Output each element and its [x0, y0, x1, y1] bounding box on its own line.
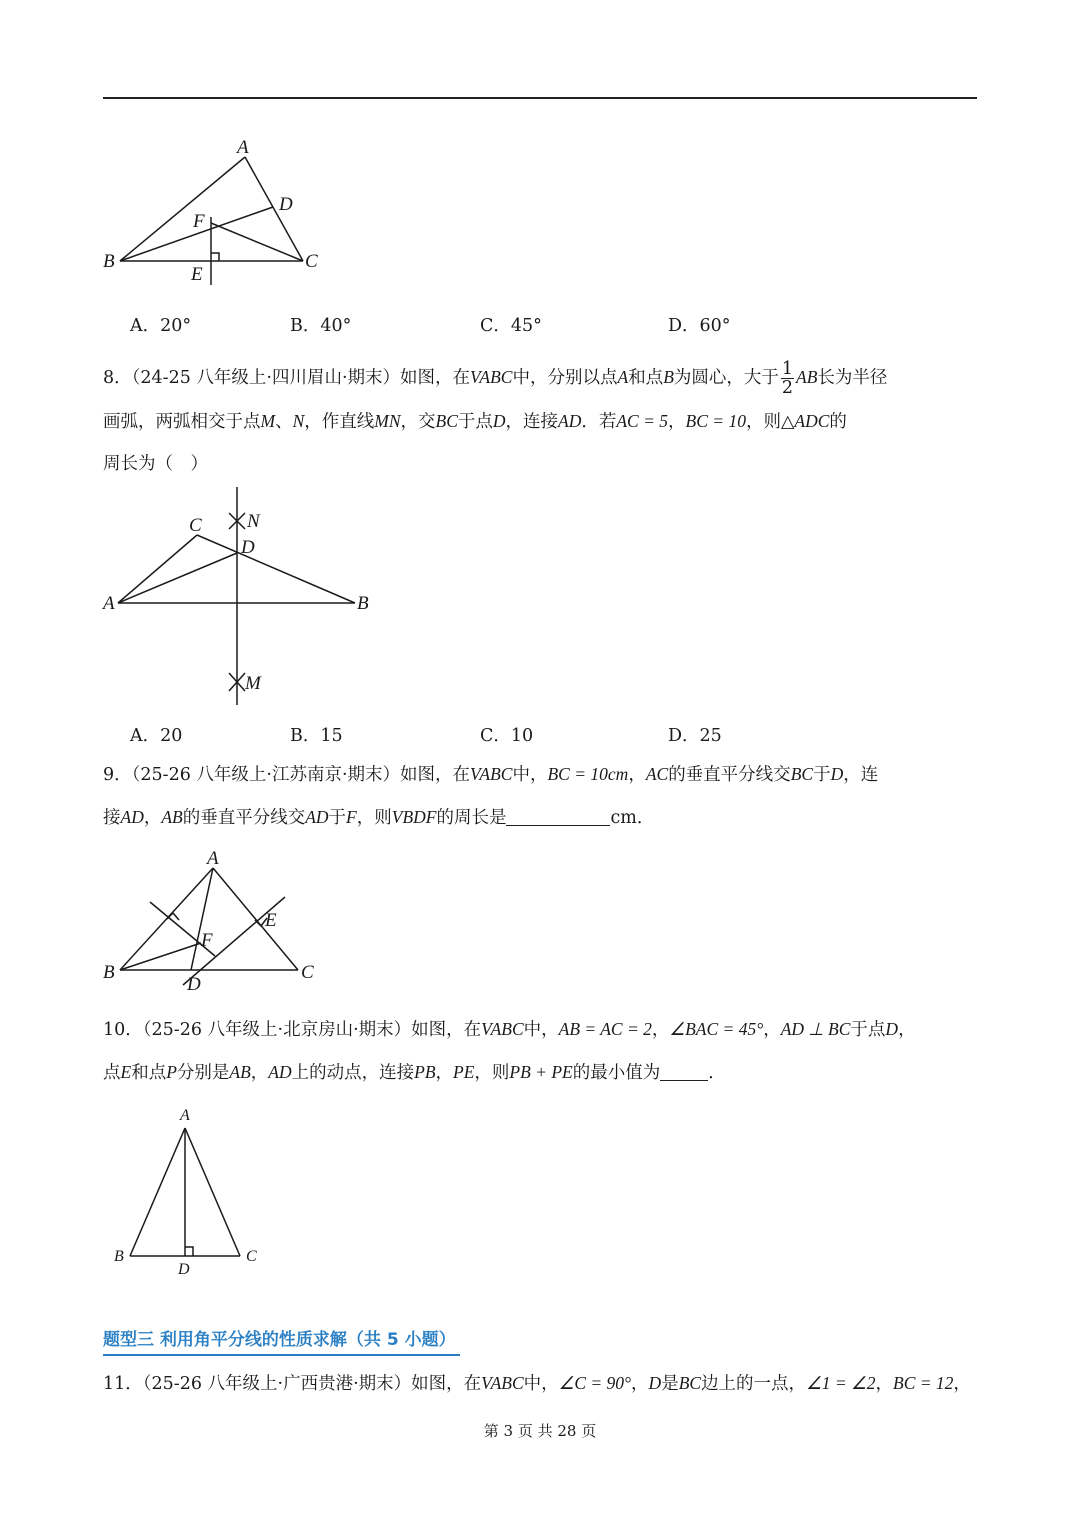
q10-text: ，: [651, 1020, 670, 1040]
q10-sym: E: [120, 1062, 132, 1082]
q7-label-a: A: [237, 137, 249, 158]
q8-figure: [95, 485, 385, 710]
q10-text: 中，: [523, 1020, 559, 1040]
q10-sym: AB = AC = 2: [558, 1019, 652, 1039]
q10-line-2: [103, 1061, 726, 1084]
q10-label-d: D: [178, 1261, 190, 1278]
q9-sym: AD: [120, 807, 144, 827]
q8-sym: BC = 10: [685, 411, 746, 431]
q10-text: 和点: [131, 1063, 167, 1083]
q10-answer-blank[interactable]: [660, 1062, 708, 1081]
q10-text: 的最小值为: [572, 1063, 661, 1083]
q7-label-c: C: [305, 251, 318, 272]
q10-line-1: [103, 1018, 916, 1041]
q8-text: 中，分别以点: [512, 368, 618, 388]
q9-text: 于: [328, 808, 347, 828]
q7-seg-ba: [120, 157, 245, 261]
q8-sym: A: [617, 367, 629, 387]
q8-sym: AC = 5: [616, 411, 669, 431]
q9-text: cm．: [610, 808, 655, 828]
q10-text: 上的动点，连接: [291, 1063, 415, 1083]
q10-sym: ∠BAC = 45°: [669, 1019, 764, 1039]
q11-text: ，: [631, 1374, 649, 1394]
q9-sym: F: [346, 807, 357, 827]
q8-option-d[interactable]: D．25: [668, 726, 722, 746]
q10-sym: AD ⊥ BC: [780, 1019, 851, 1039]
q7-option-b[interactable]: B．40°: [290, 316, 352, 336]
q8-label-d: D: [241, 537, 255, 558]
q9-text: 的垂直平分线交: [668, 765, 791, 785]
q8-text: ．若: [581, 412, 617, 432]
q8-number: 8．: [103, 368, 132, 388]
q8-sym: N: [292, 411, 305, 431]
q11-text: 边上的一点，: [701, 1374, 807, 1394]
q11-sym: ∠C = 90°: [558, 1373, 632, 1393]
q9-label-e: E: [265, 910, 277, 931]
q11-text: ，: [953, 1374, 971, 1394]
q7-seg-fc: [211, 223, 303, 261]
q10-text: ，: [898, 1020, 916, 1040]
q8-option-a[interactable]: A．20: [130, 726, 183, 746]
q10-sym: PB: [414, 1062, 436, 1082]
q8-source: （24-25 八年级上·四川眉山·期末）: [131, 368, 401, 388]
q8-sym-tri: VABC: [470, 367, 513, 387]
q9-sym: BC = 10cm: [547, 764, 629, 784]
q10-source: （25-26 八年级上·北京房山·期末）: [142, 1020, 412, 1040]
q9-sym: AB: [161, 807, 183, 827]
q8-text: ，则△: [745, 412, 795, 432]
q8-sym: AD: [558, 411, 582, 431]
q9-sym: AC: [645, 764, 669, 784]
q9-sym: D: [830, 764, 844, 784]
q10-right-angle: [185, 1247, 193, 1256]
q10-figure: [100, 1100, 280, 1285]
q7-option-a[interactable]: A．20°: [130, 316, 192, 336]
q10-sym: AD: [268, 1062, 292, 1082]
q8-sym: D: [492, 411, 506, 431]
q10-sym: P: [166, 1062, 177, 1082]
q10-seg-ab: [130, 1128, 185, 1256]
q10-text: ，: [250, 1063, 269, 1083]
q9-figure: [95, 840, 335, 1000]
q9-number: 9．: [103, 765, 132, 785]
q11-source: （25-26 八年级上·广西贵港·期末）: [142, 1374, 412, 1394]
q8-line-3: 周长为（ ）: [103, 454, 208, 474]
q9-sym: VBDF: [391, 807, 437, 827]
q9-text: 于: [813, 765, 831, 785]
q10-label-c: C: [246, 1248, 257, 1265]
q9-answer-blank[interactable]: [506, 807, 610, 826]
q8-text: 为圆心，大于: [673, 368, 779, 388]
q8-sym: BC: [435, 411, 458, 431]
q11-line-1: [103, 1372, 971, 1395]
q8-label-m: M: [245, 673, 261, 694]
q9-line-2: [103, 806, 654, 829]
q9-seg-ac: [213, 868, 298, 970]
q8-seg-ad: [118, 553, 237, 603]
q10-text: ，: [435, 1063, 454, 1083]
q9-seg-ad: [191, 868, 213, 970]
q7-figure: [95, 135, 335, 295]
page-footer: 第 3 页 共 28 页: [483, 1422, 597, 1440]
q8-line-1: [103, 360, 887, 397]
q10-text: 如图，在: [411, 1020, 482, 1040]
q11-sym: ∠1 = ∠2: [806, 1373, 876, 1393]
q7-label-f: F: [193, 211, 205, 232]
q10-text: ．: [708, 1063, 726, 1083]
q11-sym: VABC: [481, 1373, 524, 1393]
q10-sym: D: [885, 1019, 899, 1039]
q8-label-b: B: [357, 593, 369, 614]
q8-option-c[interactable]: C．10: [480, 726, 534, 746]
q10-sym: PB + PE: [509, 1062, 573, 1082]
q9-line-1: [103, 763, 878, 786]
q8-frac-num: 1: [781, 359, 794, 379]
q9-right-angle-ab: [167, 913, 179, 920]
q9-text: 的垂直平分线交: [182, 808, 306, 828]
q7-right-angle: [211, 253, 219, 261]
q10-number: 10．: [103, 1020, 143, 1040]
q8-label-c: C: [189, 515, 202, 536]
q9-source: （25-26 八年级上·江苏南京·期末）: [131, 765, 401, 785]
header-rule: [103, 97, 977, 99]
section-heading: 题型三 利用角平分线的性质求解（共 5 小题）: [103, 1325, 460, 1356]
q8-text: ，: [668, 412, 686, 432]
q10-seg-ac: [185, 1128, 240, 1256]
q8-text: 画弧，两弧相交于点: [103, 412, 261, 432]
q9-text: 的周长是: [436, 808, 507, 828]
q9-sym: VABC: [470, 764, 513, 784]
q7-option-d[interactable]: D．60°: [668, 316, 731, 336]
q8-text: 如图，在: [400, 368, 471, 388]
q8-sym: B: [663, 367, 674, 387]
q8-sym: ADC: [794, 411, 830, 431]
q9-text: ，则: [356, 808, 392, 828]
q8-sym: MN: [374, 411, 401, 431]
q7-option-c[interactable]: C．45°: [480, 316, 542, 336]
q8-frac-den: 2: [781, 378, 794, 398]
q8-seg-ac: [118, 535, 197, 603]
q8-text: ，连接: [505, 412, 559, 432]
q10-sym: VABC: [481, 1019, 524, 1039]
q9-sym: BC: [790, 764, 814, 784]
q8-label-a: A: [103, 593, 115, 614]
q9-text: 如图，在: [400, 765, 471, 785]
q8-sym: AB: [796, 367, 818, 387]
q8-option-b[interactable]: B．15: [290, 726, 343, 746]
q8-text: 和点: [628, 368, 664, 388]
q9-text: 接: [103, 808, 121, 828]
q7-label-d: D: [279, 194, 293, 215]
q8-text: ，交: [400, 412, 436, 432]
q11-sym: D: [648, 1373, 662, 1393]
q11-text: ，: [875, 1374, 893, 1394]
q7-seg-ac: [245, 157, 303, 261]
q8-label-n: N: [247, 511, 260, 532]
q8-line-2: [103, 410, 847, 433]
q10-text: 分别是: [176, 1063, 230, 1083]
q10-sym: PE: [453, 1062, 475, 1082]
q8-seg-cb: [197, 535, 355, 603]
q9-label-a: A: [207, 848, 219, 869]
q10-text: 点: [103, 1063, 121, 1083]
q9-label-c: C: [301, 962, 314, 983]
q9-label-b: B: [103, 962, 115, 983]
q9-sym: AD: [305, 807, 329, 827]
q11-text: 如图，在: [411, 1374, 482, 1394]
q8-text: 的: [829, 412, 847, 432]
q7-label-e: E: [191, 264, 203, 285]
q9-text: ，: [143, 808, 162, 828]
q7-label-b: B: [103, 251, 115, 272]
q11-sym: BC: [678, 1373, 702, 1393]
q10-text: 于点: [850, 1020, 886, 1040]
q8-text: 于点: [457, 412, 493, 432]
q11-text: 中，: [523, 1374, 559, 1394]
q10-text: ，: [763, 1020, 781, 1040]
q11-sym: BC = 12: [893, 1373, 954, 1393]
q9-text: 中，: [512, 765, 548, 785]
q9-label-f: F: [201, 930, 213, 951]
q10-label-b: B: [114, 1248, 124, 1265]
q10-label-a: A: [180, 1107, 190, 1124]
q9-label-d: D: [187, 974, 201, 995]
q8-text: 、: [275, 412, 293, 432]
q9-text: ，连: [843, 765, 879, 785]
q8-text: 长为半径: [817, 368, 888, 388]
q10-sym: AB: [229, 1062, 251, 1082]
q11-text: 是: [661, 1374, 679, 1394]
q8-sym: M: [260, 411, 276, 431]
q8-fraction: [781, 360, 794, 397]
q9-text: ，: [628, 765, 646, 785]
q11-number: 11．: [103, 1374, 143, 1394]
q8-text: ，作直线: [304, 412, 375, 432]
q10-text: ，则: [474, 1063, 510, 1083]
